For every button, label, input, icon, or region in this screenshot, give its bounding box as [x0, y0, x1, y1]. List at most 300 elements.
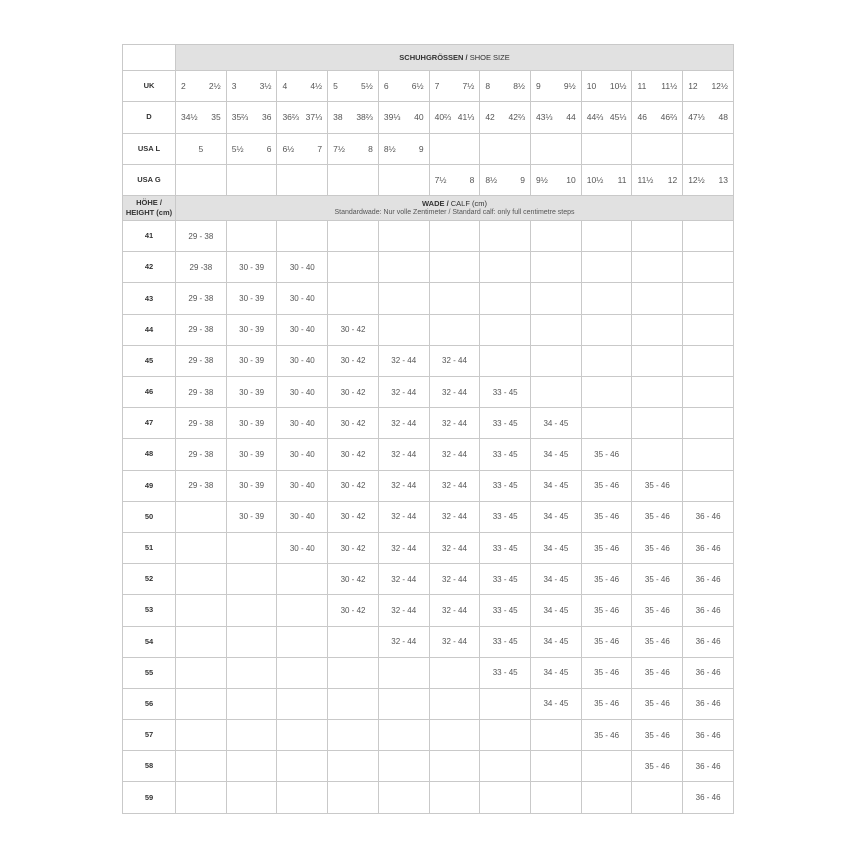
calf-range-cell — [480, 221, 531, 252]
calf-range-cell — [328, 221, 379, 252]
calf-range-cell: 30 - 42 — [328, 314, 379, 345]
size-value: 5½ — [231, 143, 244, 154]
calf-range-cell: 33 - 45 — [480, 532, 531, 563]
calf-range-cell — [480, 720, 531, 751]
size-cell — [480, 71, 531, 102]
size-value: 6½ — [411, 81, 424, 92]
calf-range-cell: 35 - 46 — [632, 564, 683, 595]
calf-range-cell — [176, 626, 227, 657]
calf-range-cell: 32 - 44 — [378, 501, 429, 532]
calf-range-cell — [176, 751, 227, 782]
size-pair — [683, 81, 733, 91]
size-cell — [531, 164, 582, 195]
size-value: 6 — [383, 81, 389, 92]
size-cell — [226, 102, 277, 133]
calf-range-cell: 34 - 45 — [531, 595, 582, 626]
calf-range-cell — [328, 688, 379, 719]
calf-range-cell — [480, 252, 531, 283]
calf-range-cell — [176, 720, 227, 751]
calf-range-cell — [378, 782, 429, 814]
height-row — [123, 283, 734, 314]
size-pair — [632, 175, 682, 185]
calf-range-cell: 32 - 44 — [378, 470, 429, 501]
size-value: 40⅔ — [434, 112, 452, 123]
calf-range-cell: 30 - 40 — [277, 439, 328, 470]
size-cell — [632, 102, 683, 133]
calf-range-cell — [581, 314, 632, 345]
calf-range-cell: 30 - 42 — [328, 408, 379, 439]
size-value: 8 — [469, 174, 475, 185]
size-cell — [277, 71, 328, 102]
size-cell — [378, 71, 429, 102]
calf-range-cell — [378, 314, 429, 345]
size-cell — [531, 71, 582, 102]
calf-range-cell: 33 - 45 — [480, 501, 531, 532]
calf-range-cell: 30 - 40 — [277, 345, 328, 376]
size-value: 44⅔ — [586, 112, 604, 123]
calf-range-cell: 34 - 45 — [531, 408, 582, 439]
size-cell — [277, 164, 328, 195]
calf-range-cell: 30 - 40 — [277, 314, 328, 345]
calf-range-cell — [480, 782, 531, 814]
calf-range-cell — [429, 314, 480, 345]
calf-range-cell: 35 - 46 — [632, 595, 683, 626]
height-label: 47 — [123, 408, 176, 439]
size-value: 9½ — [536, 174, 548, 185]
calf-range-cell: 30 - 40 — [277, 470, 328, 501]
size-value: 11 — [617, 174, 627, 185]
size-cell — [683, 102, 734, 133]
calf-range-cell — [429, 688, 480, 719]
calf-header — [176, 195, 734, 220]
size-value: 6½ — [282, 143, 295, 154]
size-pair — [531, 112, 581, 122]
calf-range-cell: 35 - 46 — [581, 532, 632, 563]
size-value: 7 — [317, 143, 323, 154]
size-cell — [632, 164, 683, 195]
calf-range-cell — [328, 720, 379, 751]
calf-range-cell — [581, 408, 632, 439]
calf-range-cell: 32 - 44 — [429, 532, 480, 563]
size-cell — [429, 133, 480, 164]
calf-range-cell: 33 - 45 — [480, 657, 531, 688]
size-pair — [430, 81, 480, 91]
size-value: 44 — [566, 112, 576, 123]
size-cell — [429, 102, 480, 133]
calf-range-cell — [429, 751, 480, 782]
calf-range-cell: 36 - 46 — [683, 657, 734, 688]
size-value: 8½ — [485, 174, 498, 185]
size-value: 8 — [485, 81, 491, 92]
calf-range-cell — [632, 221, 683, 252]
calf-range-cell: 32 - 44 — [378, 439, 429, 470]
calf-range-cell: 30 - 42 — [328, 345, 379, 376]
calf-range-cell: 36 - 46 — [683, 501, 734, 532]
calf-range-cell: 29 -38 — [176, 252, 227, 283]
calf-range-cell: 35 - 46 — [581, 439, 632, 470]
calf-range-cell: 34 - 45 — [531, 439, 582, 470]
height-label: 44 — [123, 314, 176, 345]
size-cell — [480, 102, 531, 133]
calf-range-cell: 32 - 44 — [429, 470, 480, 501]
calf-range-cell: 35 - 46 — [632, 501, 683, 532]
size-value: 43⅓ — [536, 112, 553, 123]
calf-range-cell — [277, 657, 328, 688]
calf-range-cell: 32 - 44 — [429, 626, 480, 657]
calf-range-cell — [632, 314, 683, 345]
calf-range-cell: 36 - 46 — [683, 688, 734, 719]
calf-range-cell — [581, 345, 632, 376]
calf-range-cell — [683, 439, 734, 470]
size-value: 10½ — [586, 174, 604, 185]
calf-range-cell: 33 - 45 — [480, 439, 531, 470]
size-system-label: USA G — [123, 164, 176, 195]
size-pair — [531, 81, 581, 91]
size-value: 7½ — [333, 143, 345, 154]
calf-range-cell: 35 - 46 — [632, 720, 683, 751]
calf-range-cell — [277, 782, 328, 814]
size-row — [123, 102, 734, 133]
size-value: 8½ — [513, 81, 526, 92]
calf-range-cell: 36 - 46 — [683, 720, 734, 751]
calf-range-cell: 34 - 45 — [531, 626, 582, 657]
size-pair — [379, 112, 429, 122]
calf-range-cell — [429, 283, 480, 314]
size-value: 5½ — [361, 81, 373, 92]
size-pair — [632, 112, 682, 122]
size-row — [123, 164, 734, 195]
calf-header-row — [123, 195, 734, 220]
calf-range-cell — [632, 252, 683, 283]
size-pair — [430, 175, 480, 185]
size-pair — [582, 112, 632, 122]
height-label: 48 — [123, 439, 176, 470]
size-cell — [328, 164, 379, 195]
calf-range-cell: 35 - 46 — [581, 657, 632, 688]
size-pair — [683, 175, 733, 185]
size-value: 9½ — [563, 81, 576, 92]
height-row — [123, 626, 734, 657]
size-pair — [176, 112, 226, 122]
size-pair — [582, 81, 632, 91]
size-value: 5 — [333, 81, 338, 92]
size-cell — [378, 164, 429, 195]
calf-subtitle-en: Standard calf: only full centimetre steps — [450, 209, 575, 217]
size-pair — [683, 112, 733, 122]
calf-range-cell — [683, 345, 734, 376]
calf-range-cell — [176, 657, 227, 688]
calf-range-cell — [328, 782, 379, 814]
calf-range-cell: 29 - 38 — [176, 470, 227, 501]
calf-range-cell: 32 - 44 — [378, 377, 429, 408]
height-row — [123, 532, 734, 563]
size-pair — [582, 175, 632, 185]
calf-range-cell: 30 - 39 — [226, 283, 277, 314]
size-cell — [480, 164, 531, 195]
calf-range-cell: 35 - 46 — [581, 688, 632, 719]
size-value: 3½ — [259, 81, 272, 92]
size-value: 8 — [368, 143, 373, 154]
size-cell — [176, 133, 227, 164]
calf-range-cell — [176, 564, 227, 595]
calf-range-cell: 29 - 38 — [176, 283, 227, 314]
calf-range-cell: 32 - 44 — [378, 408, 429, 439]
size-cell — [581, 133, 632, 164]
height-label: 50 — [123, 501, 176, 532]
calf-range-cell: 30 - 40 — [277, 252, 328, 283]
calf-range-cell: 30 - 39 — [226, 439, 277, 470]
calf-range-cell: 36 - 46 — [683, 751, 734, 782]
calf-range-cell — [328, 252, 379, 283]
calf-range-cell: 32 - 44 — [378, 564, 429, 595]
height-header-en: HEIGHT (cm) — [125, 207, 173, 217]
calf-range-cell: 34 - 45 — [531, 470, 582, 501]
calf-range-cell — [226, 657, 277, 688]
size-value: 46 — [637, 112, 647, 123]
calf-range-cell: 30 - 42 — [328, 501, 379, 532]
calf-title-de: WADE / — [421, 199, 449, 209]
calf-range-cell — [277, 626, 328, 657]
calf-range-cell: 32 - 44 — [378, 595, 429, 626]
size-value: 42⅔ — [508, 112, 526, 123]
size-value: 2½ — [208, 81, 221, 92]
calf-range-cell — [277, 720, 328, 751]
calf-range-cell: 32 - 44 — [429, 564, 480, 595]
calf-subtitle-de: Standardwade: Nur volle Zentimeter / — [334, 209, 451, 217]
calf-range-cell: 30 - 40 — [277, 501, 328, 532]
height-row — [123, 221, 734, 252]
calf-range-cell: 32 - 44 — [429, 501, 480, 532]
calf-range-cell: 35 - 46 — [632, 470, 683, 501]
calf-range-cell — [226, 532, 277, 563]
corner-cell — [123, 45, 176, 71]
calf-range-cell — [531, 720, 582, 751]
size-value: 12 — [667, 174, 678, 185]
size-value: 46⅔ — [660, 112, 678, 123]
calf-range-cell: 36 - 46 — [683, 595, 734, 626]
calf-title — [176, 199, 733, 208]
calf-range-cell: 30 - 40 — [277, 532, 328, 563]
calf-range-cell — [531, 377, 582, 408]
calf-range-cell — [531, 314, 582, 345]
calf-range-cell — [378, 283, 429, 314]
size-value: 3 — [231, 81, 237, 92]
calf-range-cell — [683, 377, 734, 408]
size-pair — [277, 144, 327, 154]
height-label: 49 — [123, 470, 176, 501]
height-label: 43 — [123, 283, 176, 314]
calf-range-cell — [328, 283, 379, 314]
height-label: 42 — [123, 252, 176, 283]
calf-range-cell — [328, 626, 379, 657]
size-cell — [429, 164, 480, 195]
calf-range-cell: 30 - 39 — [226, 345, 277, 376]
size-value: 47⅓ — [688, 112, 705, 123]
size-value: 45⅓ — [609, 112, 627, 123]
calf-range-cell: 35 - 46 — [632, 688, 683, 719]
size-value: 8½ — [383, 143, 396, 154]
size-value: 4½ — [310, 81, 323, 92]
calf-range-cell — [429, 720, 480, 751]
size-cell — [328, 71, 379, 102]
calf-range-cell — [581, 221, 632, 252]
calf-range-cell — [683, 470, 734, 501]
calf-range-cell — [176, 532, 227, 563]
size-value: 11½ — [637, 174, 654, 185]
height-row — [123, 408, 734, 439]
height-header-de: HÖHE / — [136, 197, 162, 207]
calf-range-cell — [480, 314, 531, 345]
size-cell — [176, 71, 227, 102]
size-value: 38⅔ — [356, 112, 373, 123]
size-value: 38 — [333, 112, 343, 123]
size-value: 9 — [536, 81, 541, 92]
height-row — [123, 657, 734, 688]
calf-range-cell — [378, 751, 429, 782]
calf-range-cell — [480, 345, 531, 376]
height-label: 54 — [123, 626, 176, 657]
height-row — [123, 377, 734, 408]
height-row — [123, 439, 734, 470]
size-row — [123, 71, 734, 102]
size-pair — [227, 144, 277, 154]
calf-range-cell: 34 - 45 — [531, 532, 582, 563]
calf-range-cell: 33 - 45 — [480, 377, 531, 408]
size-cell — [632, 71, 683, 102]
size-pair — [227, 112, 277, 122]
size-value: 12½ — [688, 174, 705, 185]
height-row — [123, 345, 734, 376]
calf-range-cell: 35 - 46 — [581, 501, 632, 532]
size-pair — [480, 112, 530, 122]
calf-range-cell — [480, 688, 531, 719]
size-value: 35⅔ — [231, 112, 249, 123]
size-value: 10 — [566, 174, 576, 185]
calf-range-cell: 36 - 46 — [683, 626, 734, 657]
size-value: 10½ — [609, 81, 627, 92]
calf-range-cell: 32 - 44 — [378, 532, 429, 563]
height-label: 53 — [123, 595, 176, 626]
height-row — [123, 751, 734, 782]
calf-range-cell: 29 - 38 — [176, 377, 227, 408]
size-value: 36⅔ — [282, 112, 299, 123]
height-label: 41 — [123, 221, 176, 252]
calf-range-cell — [328, 657, 379, 688]
calf-range-cell: 30 - 39 — [226, 252, 277, 283]
size-cell — [277, 133, 328, 164]
size-system-label: USA L — [123, 133, 176, 164]
size-cell — [683, 133, 734, 164]
calf-range-cell: 34 - 45 — [531, 657, 582, 688]
height-row — [123, 314, 734, 345]
size-pair — [227, 81, 277, 91]
size-value: 37⅓ — [305, 112, 323, 123]
height-label: 55 — [123, 657, 176, 688]
size-row — [123, 133, 734, 164]
calf-range-cell: 36 - 46 — [683, 782, 734, 814]
size-pair — [632, 81, 682, 91]
size-value: 7½ — [434, 174, 447, 185]
size-value: 12 — [688, 81, 698, 92]
height-label: 59 — [123, 782, 176, 814]
size-cell — [683, 71, 734, 102]
size-pair — [531, 175, 581, 185]
calf-range-cell — [378, 720, 429, 751]
size-pair — [328, 112, 378, 122]
calf-range-cell — [632, 439, 683, 470]
calf-range-cell: 32 - 44 — [378, 626, 429, 657]
size-cell — [378, 133, 429, 164]
size-cell — [429, 71, 480, 102]
calf-range-cell: 32 - 44 — [429, 345, 480, 376]
calf-range-cell — [581, 751, 632, 782]
calf-range-cell: 34 - 45 — [531, 501, 582, 532]
calf-range-cell — [683, 252, 734, 283]
calf-range-cell: 30 - 39 — [226, 314, 277, 345]
calf-range-cell — [531, 345, 582, 376]
calf-range-cell: 30 - 40 — [277, 377, 328, 408]
calf-range-cell: 29 - 38 — [176, 439, 227, 470]
calf-range-cell — [328, 751, 379, 782]
size-cell — [480, 133, 531, 164]
calf-range-cell — [581, 283, 632, 314]
calf-range-cell: 34 - 45 — [531, 688, 582, 719]
size-value: 9 — [520, 174, 526, 185]
size-pair — [277, 81, 327, 91]
calf-range-cell: 35 - 46 — [632, 626, 683, 657]
calf-range-cell: 35 - 46 — [581, 720, 632, 751]
size-value: 48 — [718, 112, 728, 123]
size-pair — [277, 112, 327, 122]
calf-range-cell: 32 - 44 — [429, 439, 480, 470]
calf-range-cell: 35 - 46 — [581, 564, 632, 595]
calf-range-cell — [683, 283, 734, 314]
size-pair — [430, 112, 480, 122]
calf-range-cell — [632, 408, 683, 439]
size-value: 10 — [586, 81, 597, 92]
calf-range-cell: 36 - 46 — [683, 564, 734, 595]
calf-range-cell: 30 - 40 — [277, 283, 328, 314]
calf-range-cell — [226, 720, 277, 751]
calf-range-cell: 29 - 38 — [176, 408, 227, 439]
size-cell — [176, 102, 227, 133]
calf-range-cell — [480, 283, 531, 314]
calf-range-cell — [632, 283, 683, 314]
calf-range-cell — [226, 688, 277, 719]
size-value: 7 — [434, 81, 440, 92]
size-value: 2 — [181, 81, 186, 92]
calf-range-cell — [632, 345, 683, 376]
calf-range-cell: 30 - 39 — [226, 408, 277, 439]
size-value: 42 — [485, 112, 495, 123]
height-row — [123, 501, 734, 532]
height-label: 45 — [123, 345, 176, 376]
calf-range-cell — [226, 221, 277, 252]
calf-range-cell: 32 - 44 — [429, 595, 480, 626]
calf-range-cell — [226, 564, 277, 595]
calf-range-cell — [531, 221, 582, 252]
calf-title-en: CALF (cm) — [448, 199, 487, 209]
size-cell — [226, 164, 277, 195]
size-cell — [683, 164, 734, 195]
calf-range-cell — [378, 252, 429, 283]
height-label: 57 — [123, 720, 176, 751]
calf-range-cell — [531, 283, 582, 314]
calf-range-cell: 33 - 45 — [480, 626, 531, 657]
calf-range-cell — [683, 221, 734, 252]
calf-range-cell — [480, 751, 531, 782]
size-pair — [328, 81, 378, 91]
